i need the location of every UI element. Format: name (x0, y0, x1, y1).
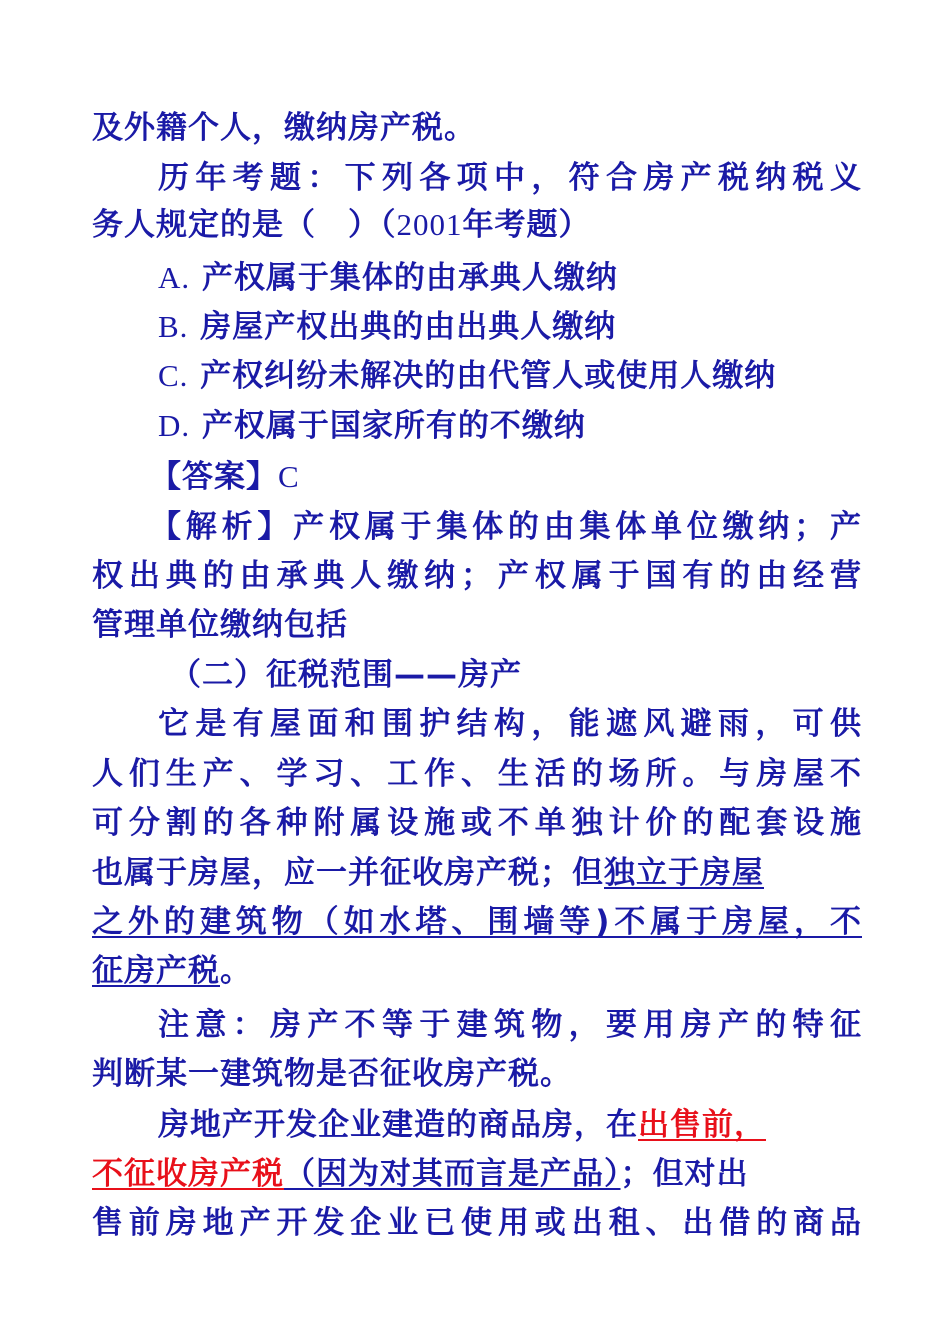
option-c (158, 354, 928, 402)
option-d-letter: D. (158, 408, 191, 443)
note-line-2: 判断某一建筑物是否征收房产税。 (92, 1056, 572, 1092)
question-year: 2001 (396, 207, 463, 242)
answer-line (150, 455, 920, 503)
body1-line-2: 人们生产、学习、工作、生活的场所。与房屋不 (92, 756, 862, 792)
option-b-letter: B. (158, 309, 189, 344)
body2-line-3: 售前房地产开发企业已使用或出租、出借的商品 (92, 1205, 862, 1241)
option-b (158, 305, 928, 353)
body2-line-2 (92, 1152, 862, 1200)
body2-line-1-text: 房地产开发企业建造的商品房，在 (158, 1107, 638, 1143)
body2-red-phrase-1: 出售前， (638, 1107, 766, 1143)
analysis-line-3: 管理单位缴纳包括 (92, 607, 348, 643)
body1-underlined-1: 独立于房屋 (604, 855, 764, 891)
option-d (158, 404, 928, 452)
question-line-1: 历年考题：下列各项中，符合房产税纳税义 (158, 160, 862, 196)
option-a-letter: A. (158, 260, 191, 295)
body1-line-6-end: 。 (220, 953, 252, 989)
question-text-c: 年考题） (462, 207, 591, 243)
body1-line-1: 它是有屋面和围护结构，能遮风避雨，可供 (158, 706, 862, 742)
body1-line-3: 可分割的各种附属设施或不单独计价的配套设施 (92, 805, 862, 841)
body1-underlined-2: 之外的建筑物（如水塔、围墙等)不属于房屋，不 (92, 904, 862, 940)
section-title: （二）征税范围——房产 (170, 657, 522, 693)
body2-line-1 (158, 1103, 862, 1151)
body1-line-6 (92, 949, 862, 997)
option-d-text: 产权属于国家所有的不缴纳 (201, 408, 586, 444)
question-text-a: 务人规定的是（ ）（ (92, 207, 397, 243)
option-c-text: 产权纠纷未解决的由代管人或使用人缴纳 (200, 358, 777, 394)
body1-line-4 (92, 851, 862, 899)
body1-underlined-3: 征房产税 (92, 953, 220, 989)
question-line-2 (92, 203, 862, 251)
analysis-line-1: 【解析】产权属于集体的由集体单位缴纳；产 (150, 509, 862, 545)
note-line-1: 注意：房产不等于建筑物，要用房产的特征 (158, 1007, 862, 1043)
body1-line-4-text: 也属于房屋，应一并征收房产税；但 (92, 855, 604, 891)
option-b-text: 房屋产权出典的由出典人缴纳 (200, 309, 617, 345)
intro-line: 及外籍个人，缴纳房产税。 (92, 110, 476, 146)
option-a (158, 256, 928, 304)
answer-label: 【答案】 (150, 459, 278, 495)
analysis-line-2: 权出典的由承典人缴纳；产权属于国有的由经营 (92, 558, 862, 594)
option-c-letter: C. (158, 358, 189, 393)
answer-value: C (278, 459, 300, 494)
option-a-text: 产权属于集体的由承典人缴纳 (201, 260, 618, 296)
body2-underlined-reason: （因为对其而言是产品） (284, 1156, 621, 1192)
body2-line-2-end: ；但对出 (620, 1156, 749, 1192)
body2-red-phrase-2: 不征收房产税 (92, 1156, 284, 1192)
